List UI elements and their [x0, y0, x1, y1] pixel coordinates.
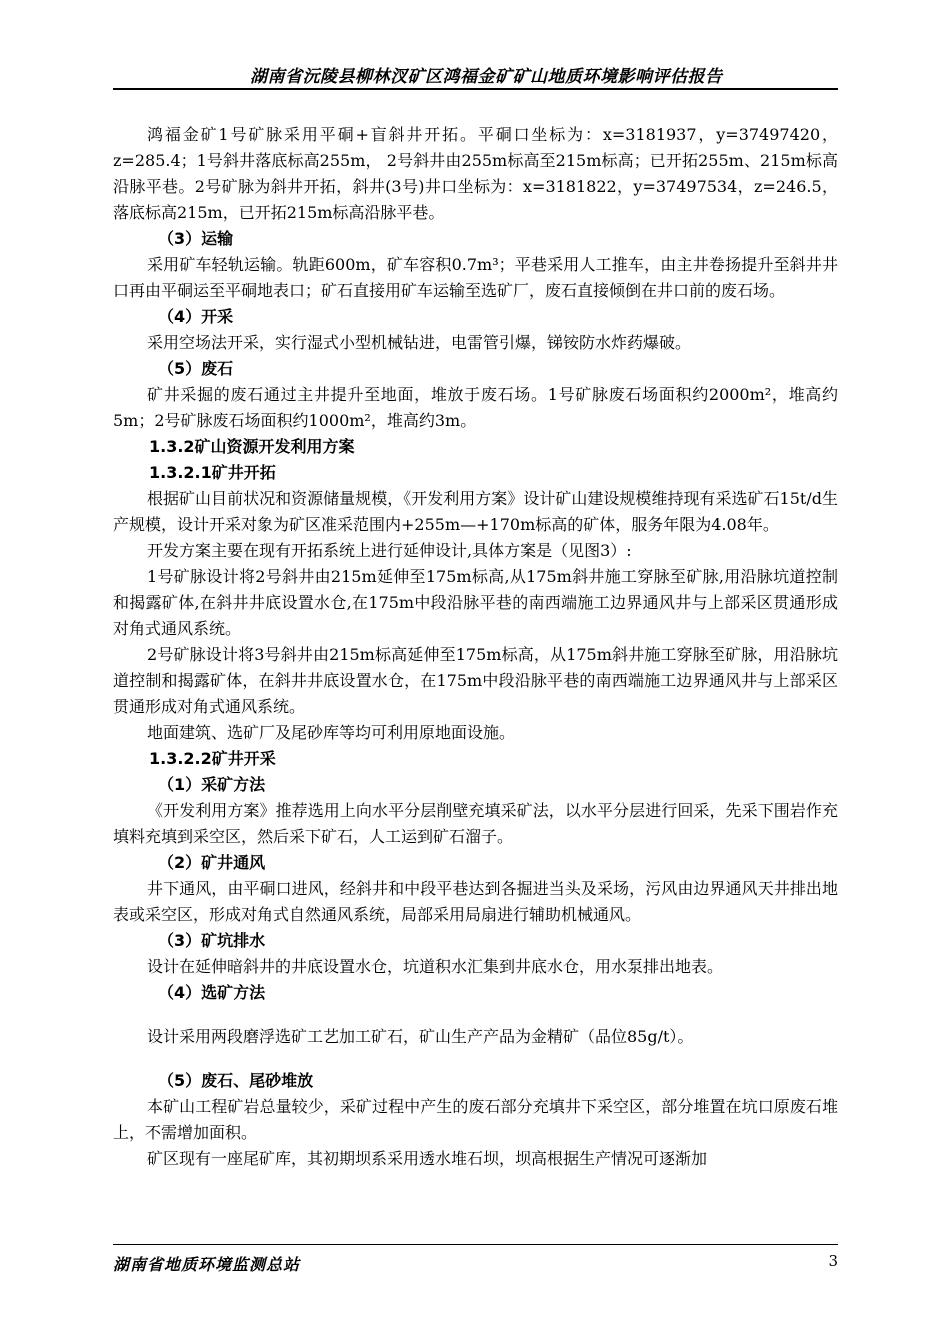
section-heading: （5）废石、尾砂堆放: [158, 1071, 314, 1090]
section-heading: 1.3.2.2矿井开采: [149, 749, 276, 768]
section-heading: 1.3.2.1矿井开拓: [149, 463, 276, 482]
page-number: 3: [828, 1252, 838, 1270]
footer-divider: [113, 1244, 838, 1245]
section-heading: （1）采矿方法: [158, 775, 266, 794]
spacer: [113, 1050, 838, 1068]
paragraph: 根据矿山目前状况和资源储量规模，《开发利用方案》设计矿山建设规模维持现有采选矿石15t/d生产规模，设计开采对象为矿区准采范围内+255m—+170m标高的矿体，服务年限为4.08年。: [113, 489, 838, 534]
section-heading: （4）选矿方法: [158, 983, 266, 1002]
paragraph: 矿井采掘的废石通过主井提升至地面，堆放于废石场。1号矿脉废石场面积约2000m²，堆高约5m；2号矿脉废石场面积约1000m²，堆高约3m。: [113, 385, 838, 430]
footer-organization: 湖南省地质环境监测总站: [113, 1255, 301, 1274]
paragraph: 2号矿脉设计将3号斜井由215m标高延伸至175m标高，从175m斜井施工穿脉至矿脉，用沿脉坑道控制和揭露矿体，在斜井井底设置水仓，在175m中段沿脉平巷的南西端施工边界通风井与上部采区贯通形成对角式通风系统。: [113, 645, 838, 716]
document-body: [113, 122, 838, 1172]
paragraph: 采用矿车轻轨运输。轨距600m，矿车容积0.7m³；平巷采用人工推车，由主井卷扬提升至斜井井口再由平硐运至平硐地表口；矿石直接用矿车运输至选矿厂，废石直接倾倒在井口前的废石场。: [113, 255, 838, 300]
document-header-title: 湖南省沅陵县柳林汊矿区鸿福金矿矿山地质环境影响评估报告: [250, 67, 723, 87]
spacer: [113, 1006, 838, 1024]
paragraph: 井下通风，由平硐口进风，经斜井和中段平巷达到各掘进当头及采场，污风由边界通风天井排出地表或采空区，形成对角式自然通风系统，局部采用局扇进行辅助机械通风。: [113, 879, 838, 924]
section-heading: （3）矿坑排水: [158, 931, 266, 950]
paragraph: 鸿福金矿1号矿脉采用平硐+盲斜井开拓。平硐口坐标为：x=3181937，y=37497420，z=285.4；1号斜井落底标高255m， 2号斜井由255m标高至215m标高；已开拓255m、215m标高沿脉平巷。2号矿脉为斜井开拓，斜井(3号)井口坐标为：x=3181822，y=37497534，z=246.5，落底标高215m，已开拓215m标高沿脉平巷。: [113, 125, 838, 222]
section-heading: （2）矿井通风: [158, 853, 266, 872]
section-heading: （5）废石: [158, 359, 234, 378]
paragraph: 设计在延伸暗斜井的井底设置水仓，坑道积水汇集到井底水仓，用水泵排出地表。: [147, 957, 724, 976]
paragraph: 地面建筑、选矿厂及尾砂库等均可利用原地面设施。: [147, 723, 516, 742]
paragraph: 《开发利用方案》推荐选用上向水平分层削壁充填采矿法，以水平分层进行回采，先采下围岩作充填料充填到采空区，然后采下矿石，人工运到矿石溜子。: [113, 801, 838, 846]
section-heading: （3）运输: [158, 229, 234, 248]
header-divider: [113, 88, 838, 90]
paragraph: 矿区现有一座尾矿库，其初期坝系采用透水堆石坝，坝高根据生产情况可逐渐加: [147, 1149, 708, 1168]
section-heading: 1.3.2矿山资源开发利用方案: [149, 437, 355, 456]
paragraph: 采用空场法开采，实行湿式小型机械钻进，电雷管引爆，锑铵防水炸药爆破。: [147, 333, 692, 352]
paragraph: 开发方案主要在现有开拓系统上进行延伸设计,具体方案是（见图3）:: [147, 541, 632, 560]
section-heading: （4）开采: [158, 307, 234, 326]
paragraph: 本矿山工程矿岩总量较少，采矿过程中产生的废石部分充填井下采空区，部分堆置在坑口原废石堆上，不需增加面积。: [113, 1097, 838, 1142]
paragraph: 1号矿脉设计将2号斜井由215m延伸至175m标高,从175m斜井施工穿脉至矿脉,用沿脉坑道控制和揭露矿体,在斜井井底设置水仓,在175m中段沿脉平巷的南西端施工边界通风井与上部采区贯通形成对角式通风系统。: [113, 567, 838, 638]
paragraph: 设计采用两段磨浮选矿工艺加工矿石，矿山生产产品为金精矿（品位85g/t）。: [147, 1027, 694, 1046]
